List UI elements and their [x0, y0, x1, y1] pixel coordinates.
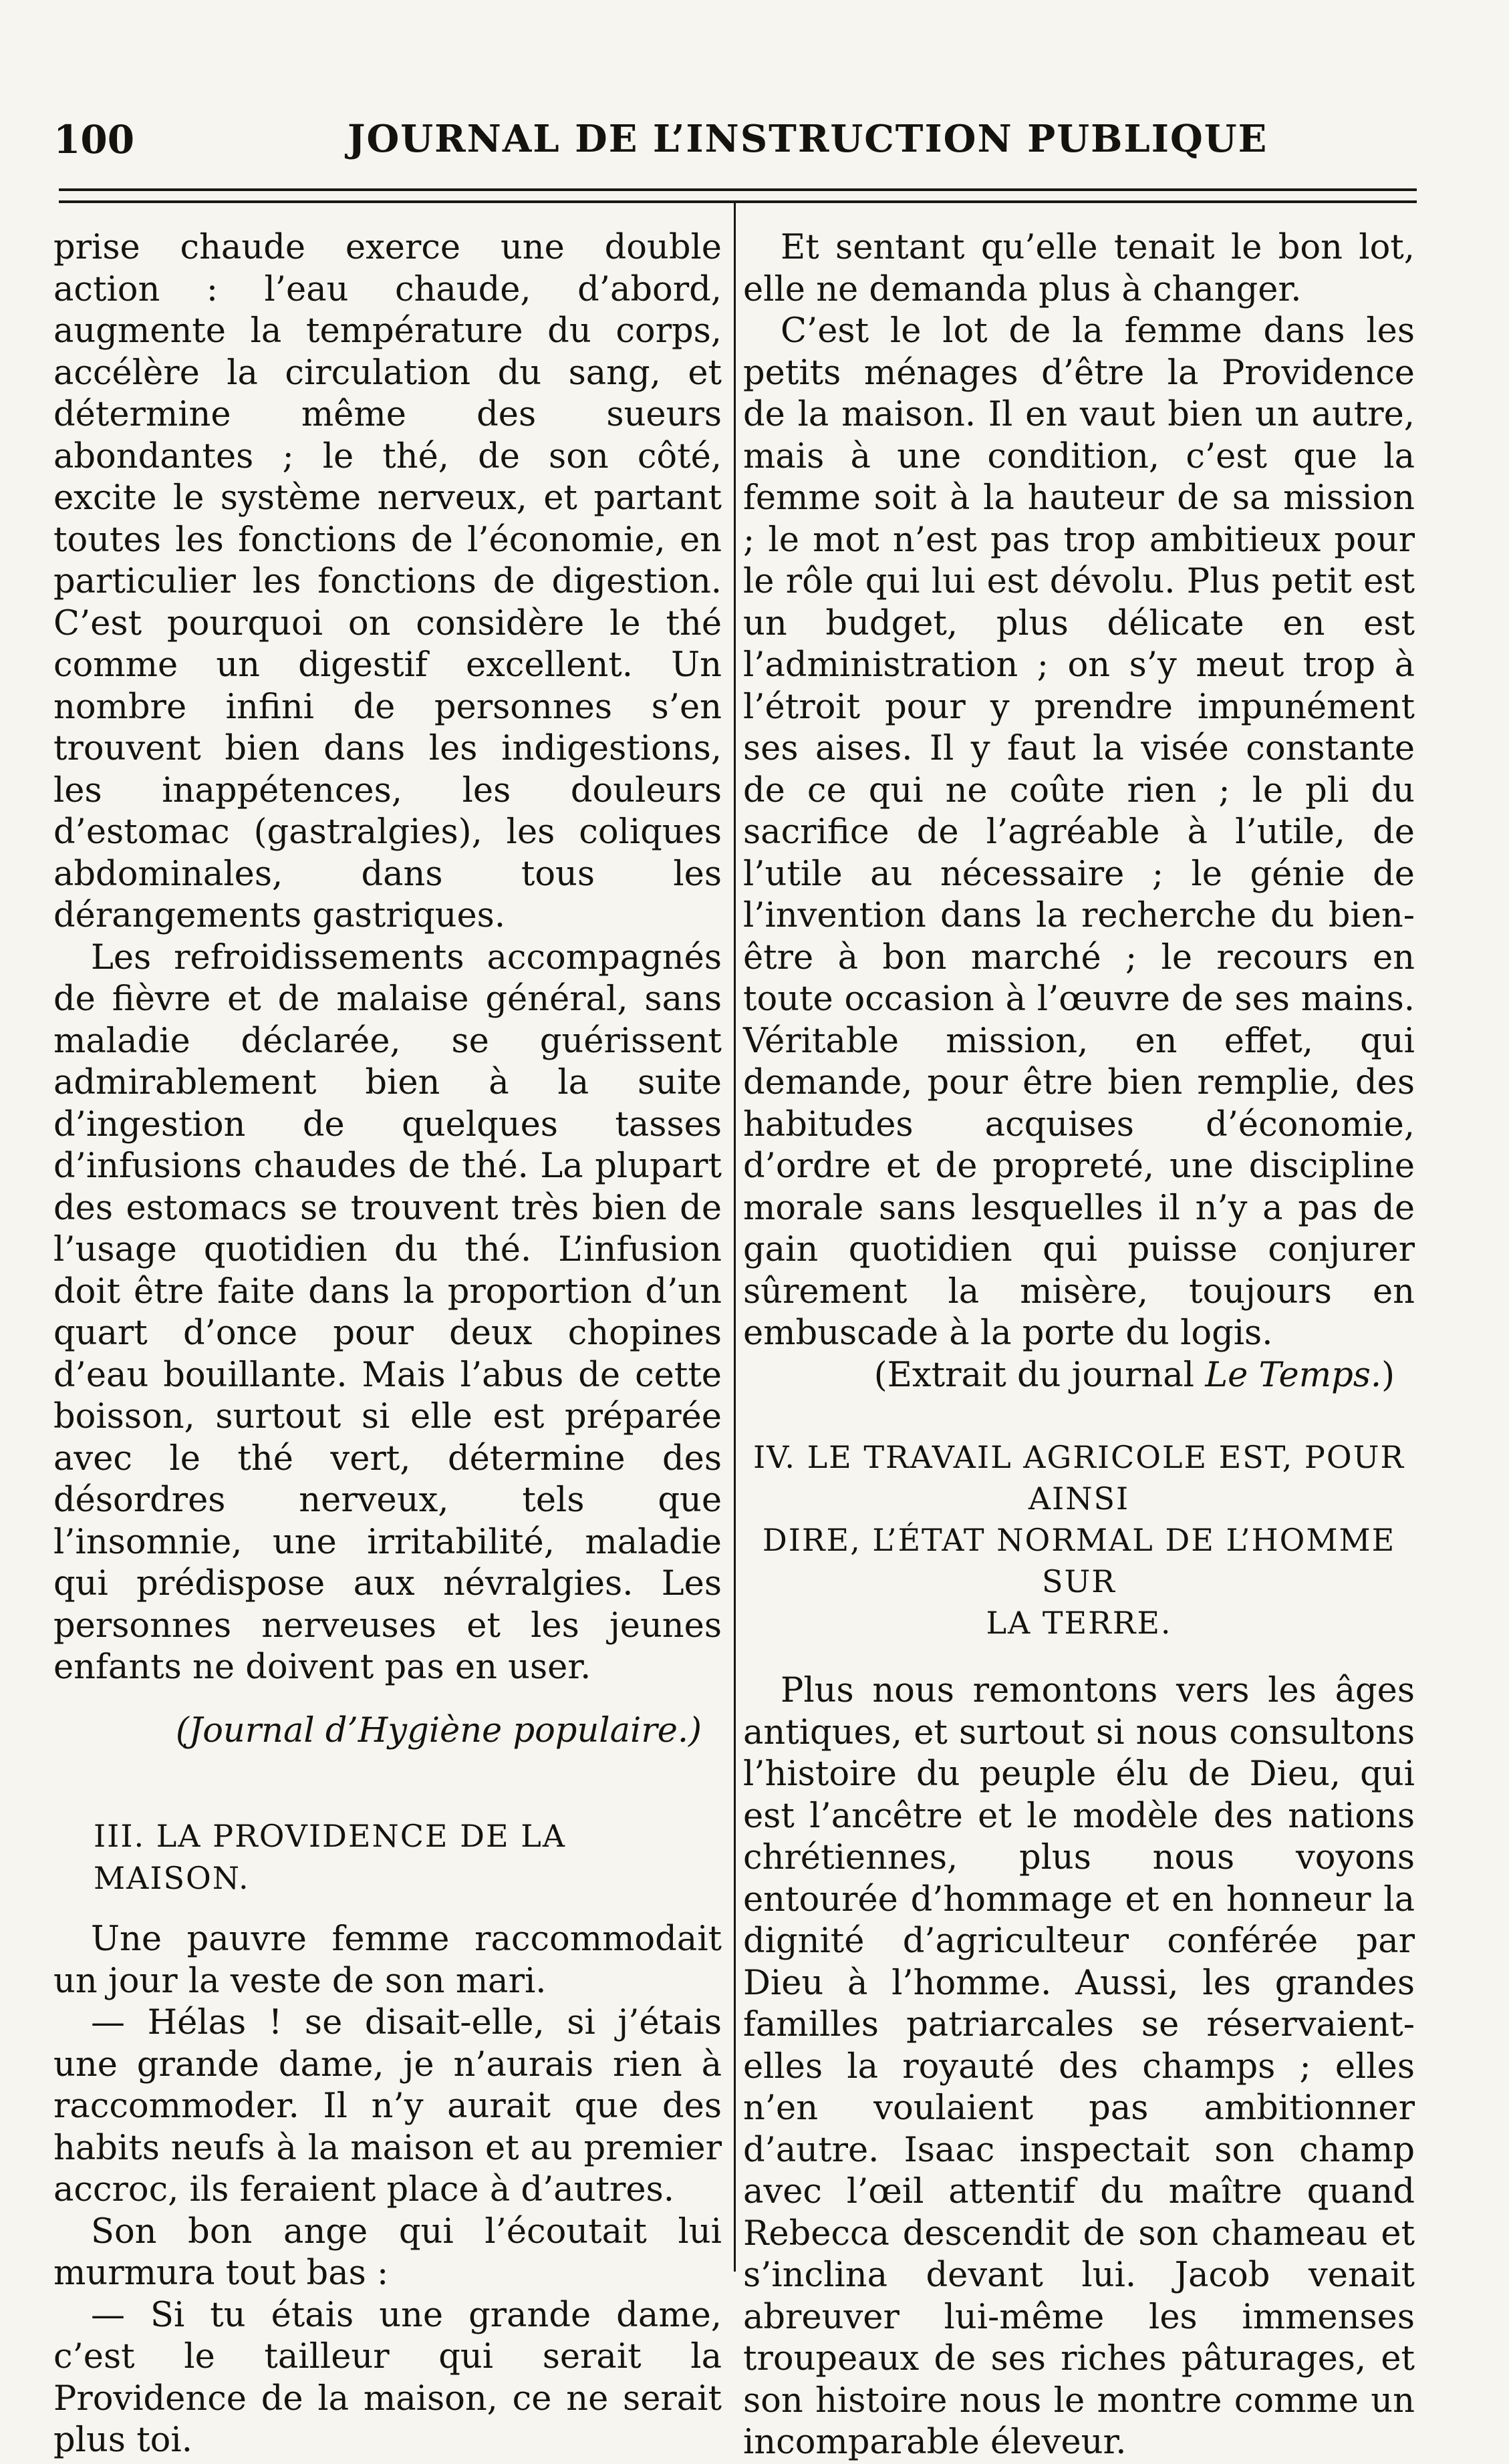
left-column: [53, 227, 722, 2462]
paragraph: — Hélas ! se disait-elle, si j’étais une grande dame, je n’aurais rien à raccommoder. Il n’y aurait que des habits neufs à la maison et au premier accroc, ils feraient place à d’autres.: [53, 2003, 722, 2209]
source-title: Le Temps.: [1205, 1355, 1382, 1395]
source-citation: [743, 1355, 1415, 1397]
section-heading-line: DIRE, L’ÉTAT NORMAL DE L’HOMME SUR: [762, 1522, 1396, 1599]
source-citation: (Journal d’Hygiène populaire.): [175, 1710, 702, 1750]
paragraph: prise chaude exerce une double action : l’eau chaude, d’abord, augmente la température du corps, accélère la circulation du sang, et détermine même des sueurs abondantes ; le thé, de son côté, excite le système nerveux, et partant toutes les fonctions de l’économie, en particulier les fonctions de digestion. C’est pourquoi on considère le thé comme un digestif excellent. Un nombre infini de personnes s’en trouvent bien dans les indigestions, les inappétences, les douleurs d’estomac (gastralgies), les coliques abdominales, dans tous les dérangements gastriques.: [53, 228, 722, 935]
paragraph: Une pauvre femme raccommodait un jour la veste de son mari.: [53, 1919, 722, 2001]
paragraph: Plus nous remontons vers les âges antiques, et surtout si nous consultons l’histoire du peuple élu de Dieu, qui est l’ancêtre et le modèle des nations chrétiennes, plus nous voyons entourée d’hommage et en honneur la dignité d’agriculteur conférée par Dieu à l’homme. Aussi, les grandes familles patriarcales se réservaient-elles la royauté des champs ; elles n’en voulaient pas ambitionner d’autre. Isaac inspectait son champ avec l’œil attentif du maître quand Rebecca descendit de son chameau et s’inclina devant lui. Jacob venait abreuver lui-même les immenses troupeaux de ses riches pâturages, et son histoire nous le montre comme un incomparable éleveur.: [743, 1671, 1415, 2462]
section-heading-line: LA TERRE.: [986, 1605, 1172, 1641]
page-header: [53, 117, 1423, 170]
page-number: 100: [53, 117, 135, 162]
source-suffix: ): [1381, 1355, 1395, 1395]
paragraph: Son bon ange qui l’écoutait lui murmura tout bas :: [53, 2211, 722, 2293]
column-divider: [734, 200, 736, 2272]
journal-title: JOURNAL DE L’INSTRUCTION PUBLIQUE: [348, 117, 1268, 161]
header-rule-bottom: [59, 200, 1417, 203]
section-heading: [743, 1436, 1415, 1644]
paragraph: Les refroidissements accompagnés de fièvre et de malaise général, sans maladie déclarée, se guérissent admirablement bien à la suite d’ingestion de quelques tasses d’infusions chaudes de thé. La plupart des estomacs se trouvent très bien de l’usage quotidien du thé. L’infusion doit être faite dans la proportion d’un quart d’once pour deux chopines d’eau bouillante. Mais l’abus de cette boisson, surtout si elle est préparée avec le thé vert, détermine des désordres nerveux, tels que l’insomnie, une irritabilité, maladie qui prédispose aux névralgies. Les personnes nerveuses et les jeunes enfants ne doivent pas en user.: [53, 937, 722, 1687]
paragraph: — Si tu étais une grande dame, c’est le tailleur qui serait la Providence de la maison, ce ne serait plus toi.: [53, 2295, 722, 2460]
header-rule-top: [59, 188, 1417, 191]
source-prefix: (Extrait du journal: [873, 1355, 1194, 1395]
paragraph: C’est le lot de la femme dans les petits ménages d’être la Providence de la maison. Il en vaut bien un autre, mais à une condition, c’est que la femme soit à la hauteur de sa mission ; le mot n’est pas trop ambitieux pour le rôle qui lui est dévolu. Plus petit est un budget, plus délicate en est l’administration ; on s’y meut trop à l’étroit pour y prendre impunément ses aises. Il y faut la visée constante de ce qui ne coûte rien ; le pli du sacrifice de l’agréable à l’utile, de l’utile au nécessaire ; le génie de l’invention dans la recherche du bien-être à bon marché ; le recours en toute occasion à l’œuvre de ses mains. Véritable mission, en effet, qui demande, pour être bien remplie, des habitudes acquises d’économie, d’ordre et de propreté, une discipline morale sans lesquelles il n’y a pas de gain quotidien qui puisse conjurer sûrement la misère, toujours en embuscade à la porte du logis.: [743, 311, 1415, 1353]
paragraph: Et sentant qu’elle tenait le bon lot, elle ne demanda plus à changer.: [743, 228, 1415, 309]
section-heading: III. LA PROVIDENCE DE LA MAISON.: [94, 1818, 566, 1896]
section-heading-line: IV. LE TRAVAIL AGRICOLE EST, POUR AINSI: [753, 1439, 1405, 1517]
right-column: [743, 227, 1415, 2464]
